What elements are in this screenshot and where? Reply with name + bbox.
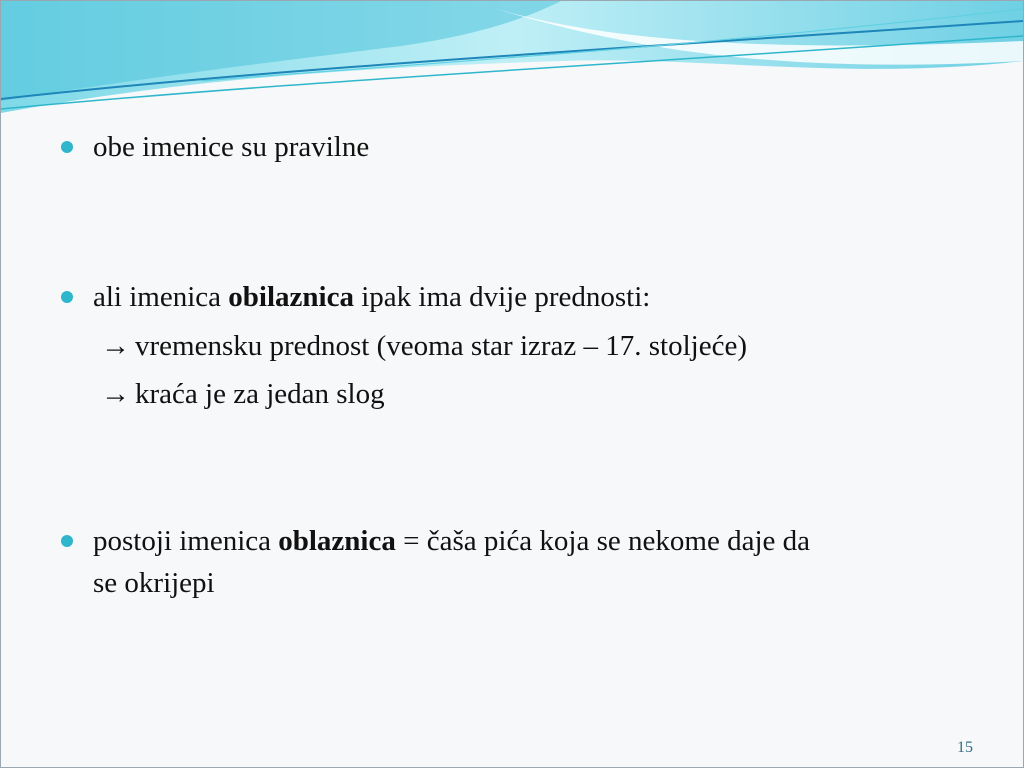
subitem-1	[101, 328, 747, 364]
bullet-3-suffix: = čaša pića koja se nekome daje da	[395, 525, 810, 557]
right-arrow-icon: →	[101, 378, 130, 410]
bullet-dot	[61, 141, 73, 153]
bullet-text-3-continuation	[93, 565, 215, 601]
bullet-1-text: obe imenice su pravilne	[93, 131, 370, 163]
bullet-2-bold-term: obilaznica	[228, 281, 354, 313]
bullet-dot	[61, 535, 73, 547]
bullet-3-bold-term: oblaznica	[278, 525, 396, 557]
bullet-2-prefix: ali imenica	[93, 281, 229, 313]
subitem-2-text: kraća je za jedan slog	[135, 378, 385, 410]
bullet-dot	[61, 291, 73, 303]
bullet-text-1	[93, 129, 369, 165]
page-number: 15	[957, 739, 973, 756]
bullet-2-suffix: ipak ima dvije prednosti:	[353, 281, 651, 313]
subitem-1-text: vremensku prednost (veoma star izraz – 17. stoljeće)	[135, 330, 748, 362]
bullet-3-continuation: se okrijepi	[93, 567, 215, 599]
bullet-text-3	[93, 523, 810, 559]
right-arrow-icon: →	[101, 330, 130, 362]
subitem-2	[101, 376, 385, 412]
bullet-text-2	[93, 279, 650, 315]
slide-content	[1, 1, 1023, 767]
bullet-3-prefix: postoji imenica	[93, 525, 279, 557]
